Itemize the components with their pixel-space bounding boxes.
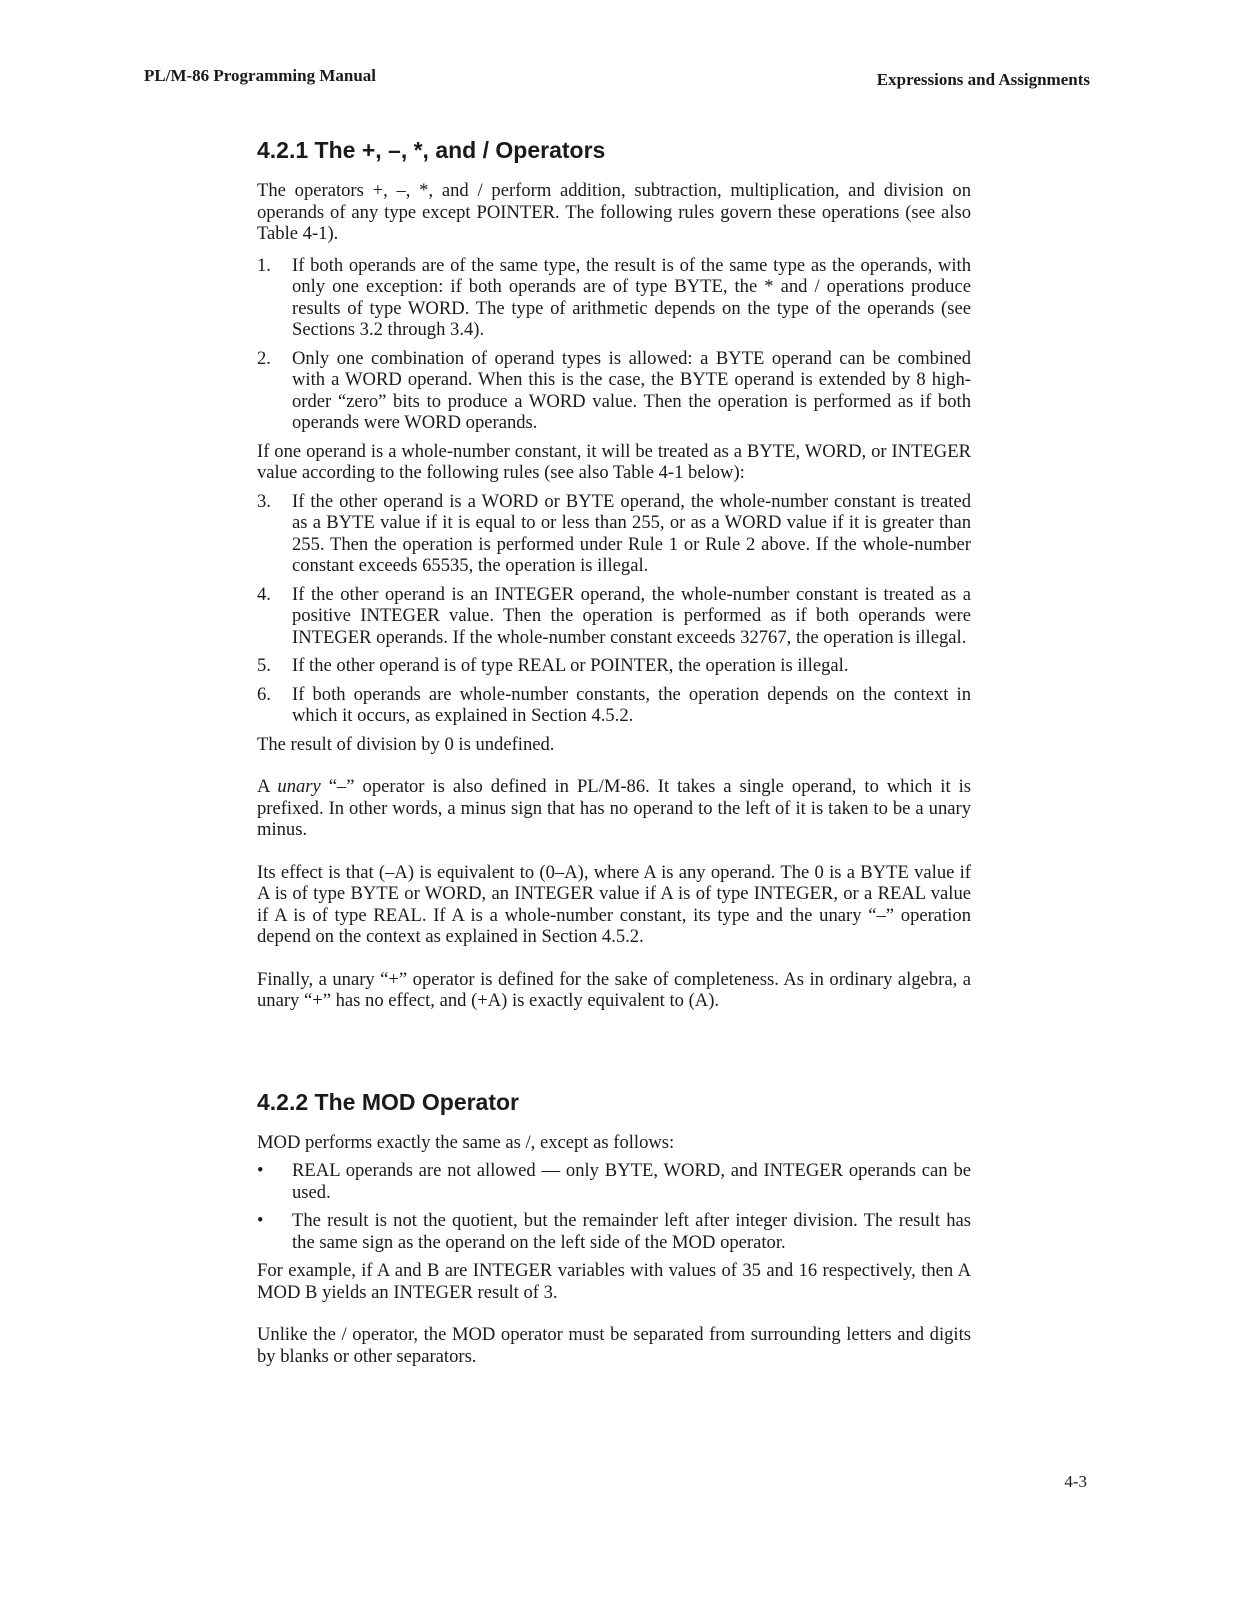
rule-text: If the other operand is a WORD or BYTE operand, the whole-number constant is treated as a BYTE value if it is equal to or less than 255, or as a WORD value if it is greater than 255. Then the operation is performed under Rule 1 or Rule 2 above. If the whole-number constant exceeds 65535, the operation is illegal. bbox=[292, 490, 971, 576]
unary-minus-paragraph bbox=[257, 776, 971, 841]
unary-post: “–” operator is also defined in PL/M-86. It takes a single operand, to which it is prefixed. In other words, a minus sign that has no operand to the left of it is taken to be a unary minus. bbox=[257, 776, 971, 840]
bullet-item bbox=[257, 1210, 971, 1253]
running-head-right: Expressions and Assignments bbox=[876, 70, 1090, 89]
rules-list-a bbox=[257, 255, 971, 434]
rule-text: Only one combination of operand types is allowed: a BYTE operand can be combined with a WORD operand. When this is the case, the BYTE operand is extended by 8 high-order “zero” bits to produce a WORD value. Then the operation is performed as if both operands were WORD operands. bbox=[292, 347, 971, 433]
rule-number: 6. bbox=[257, 683, 271, 705]
rule-text: If both operands are of the same type, the result is of the same type as the operands, with only one exception: if both operands are of type BYTE, the * and / operations produce results of type WORD. The type of arithmetic depends on the type of the operands (see Sections 3.2 through 3.4). bbox=[292, 254, 971, 340]
rule-number: 4. bbox=[257, 583, 271, 605]
mod-example: For example, if A and B are INTEGER variables with values of 35 and 16 respectively, then A MOD B yields an INTEGER result of 3. bbox=[257, 1260, 971, 1303]
section-heading-4-2-1: 4.2.1 The +, –, *, and / Operators bbox=[257, 137, 606, 163]
rule-number: 3. bbox=[257, 490, 271, 512]
mod-intro: MOD performs exactly the same as /, except as follows: bbox=[257, 1131, 675, 1153]
unary-emphasis: unary bbox=[277, 776, 321, 797]
page-body bbox=[257, 130, 971, 1367]
rule-item bbox=[257, 584, 971, 649]
section-intro: The operators +, –, *, and / perform addition, subtraction, multiplication, and division on operands of any type except POINTER. The following rules govern these operations (see also Table 4-1). bbox=[257, 180, 971, 244]
rules-list-b bbox=[257, 491, 971, 727]
rule-item bbox=[257, 655, 971, 677]
whole-number-intro: If one operand is a whole-number constant, it will be treated as a BYTE, WORD, or INTEGER value according to the following rules (see also Table 4-1 below): bbox=[257, 440, 971, 483]
bullet-symbol: • bbox=[257, 1210, 264, 1231]
running-head-left: PL/M-86 Programming Manual bbox=[144, 66, 376, 85]
rule-number: 5. bbox=[257, 655, 271, 676]
rule-text: If both operands are whole-number constants, the operation depends on the context in which it occurs, as explained in Section 4.5.2. bbox=[292, 683, 971, 726]
bullet-text: REAL operands are not allowed — only BYTE, WORD, and INTEGER operands can be used. bbox=[292, 1160, 971, 1203]
unary-plus-paragraph: Finally, a unary “+” operator is defined for the sake of completeness. As in ordinary algebra, a unary “+” has no effect, and (+A) is exactly equivalent to (A). bbox=[257, 968, 971, 1011]
page-number: 4-3 bbox=[1064, 1472, 1087, 1491]
rule-text: If the other operand is an INTEGER operand, the whole-number constant is treated as a positive INTEGER value. Then the operation is performed as if both operands were INTEGER operands. If the whole-number constant exceeds 32767, the operation is illegal. bbox=[292, 583, 971, 648]
mod-separator-note: Unlike the / operator, the MOD operator must be separated from surrounding letters and digits by blanks or other separators. bbox=[257, 1324, 971, 1367]
bullet-text: The result is not the quotient, but the remainder left after integer division. The result has the same sign as the operand on the left side of the MOD operator. bbox=[292, 1210, 971, 1253]
rule-item bbox=[257, 348, 971, 434]
section-heading-4-2-2: 4.2.2 The MOD Operator bbox=[257, 1088, 520, 1115]
division-note: The result of division by 0 is undefined. bbox=[257, 733, 555, 755]
rule-item bbox=[257, 255, 971, 341]
bullet-symbol: • bbox=[257, 1160, 264, 1181]
bullet-item bbox=[257, 1160, 971, 1203]
mod-bullets bbox=[257, 1160, 971, 1253]
unary-effect-paragraph: Its effect is that (–A) is equivalent to (0–A), where A is any operand. The 0 is a BYTE value if A is of type BYTE or WORD, an INTEGER value if A is of type INTEGER, or a REAL value if A is of type REAL. If A is a whole-number constant, its type and the unary “–” operation depend on the context as explained in Section 4.5.2. bbox=[257, 861, 971, 947]
rule-item bbox=[257, 684, 971, 727]
rule-text: If the other operand is of type REAL or POINTER, the operation is illegal. bbox=[292, 655, 849, 676]
rule-item bbox=[257, 491, 971, 577]
unary-pre: A bbox=[257, 776, 278, 797]
rule-number: 2. bbox=[257, 347, 271, 369]
rule-number: 1. bbox=[257, 254, 271, 276]
